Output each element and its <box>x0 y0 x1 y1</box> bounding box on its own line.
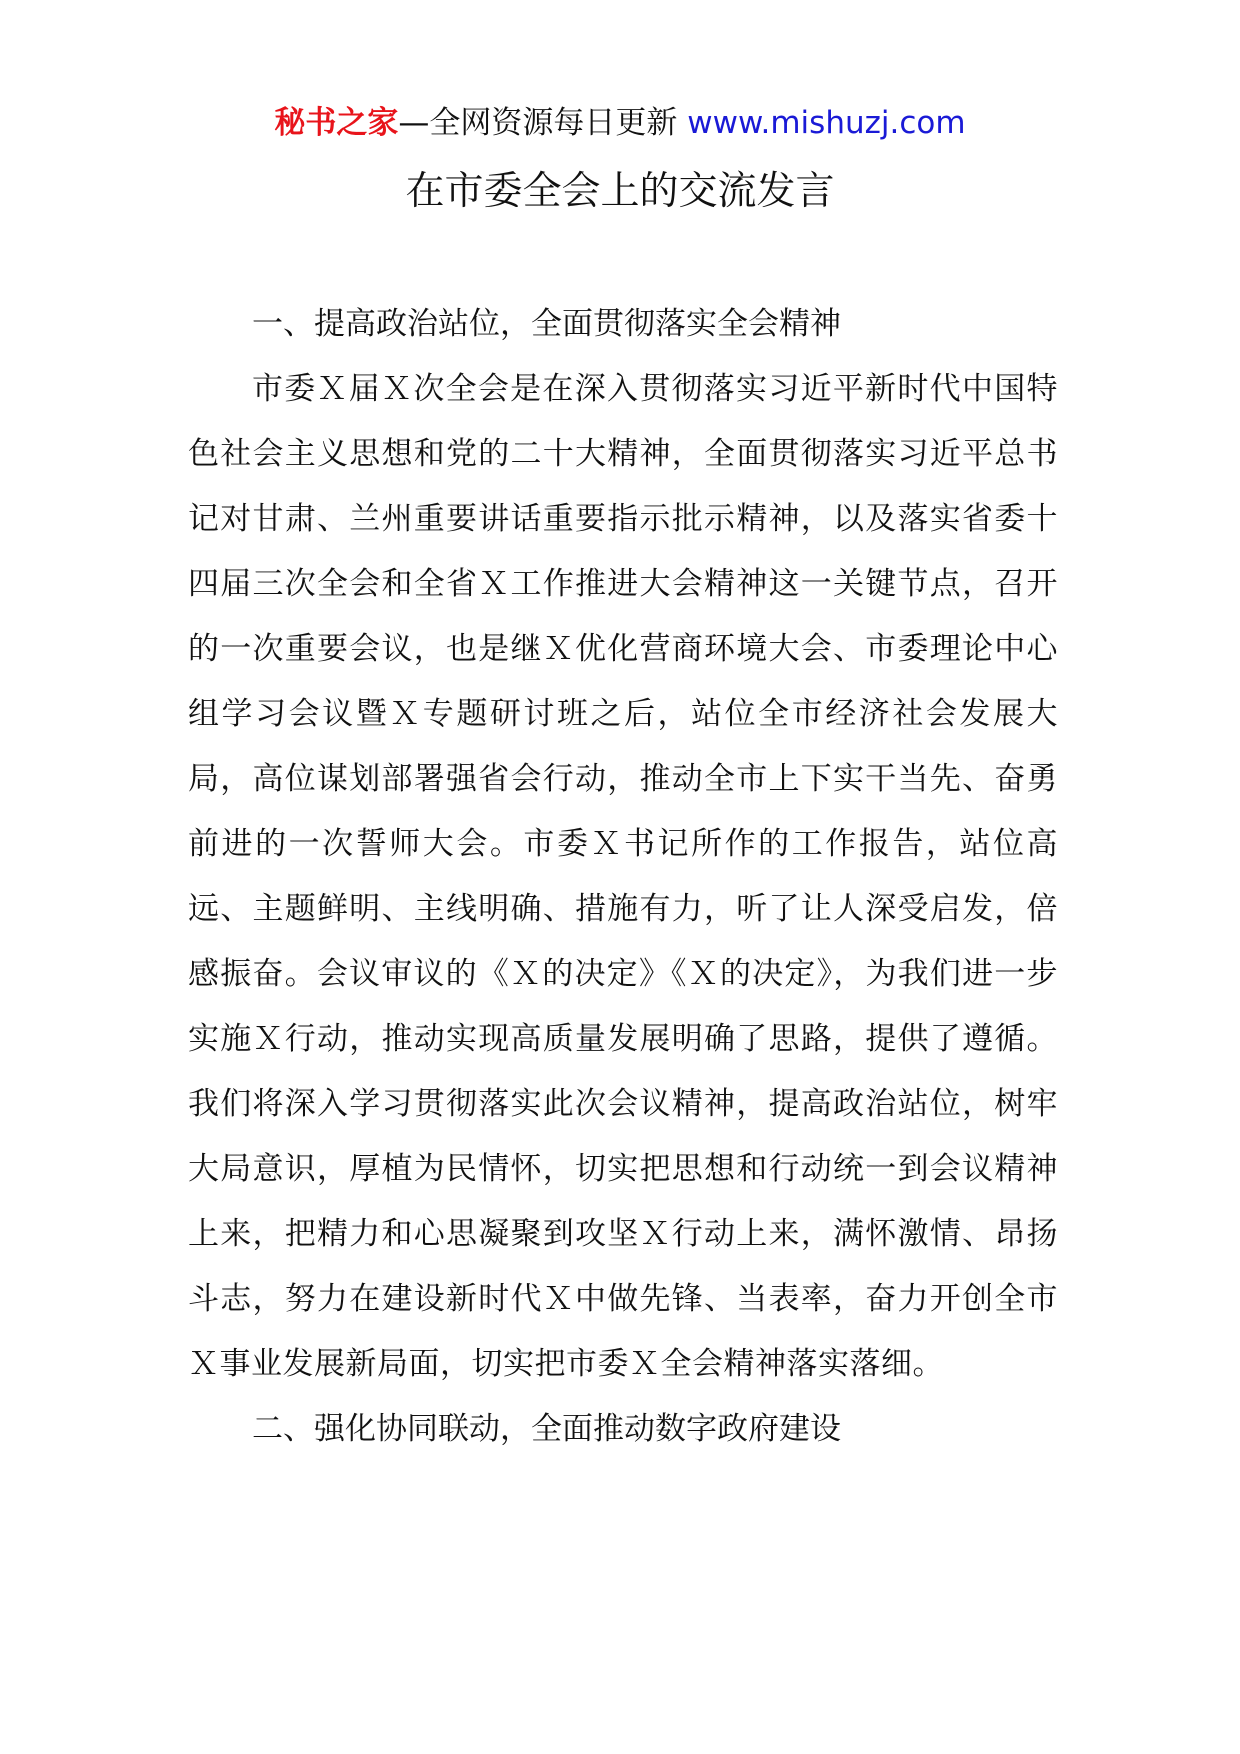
site-url-link[interactable]: www.mishuzj.com <box>687 105 966 141</box>
section-heading-2: 二、强化协同联动，全面推动数字政府建设 <box>252 1411 841 1447</box>
site-header <box>0 100 1240 146</box>
document-title: 在市委全会上的交流发言 <box>405 169 835 214</box>
site-tagline: —全网资源每日更新 <box>398 105 678 141</box>
section-heading-1: 一、提高政治站位，全面贯彻落实全会精神 <box>252 306 841 342</box>
body-paragraph-1: 市委Ｘ届Ｘ次全会是在深入贯彻落实习近平新时代中国特色社会主义思想和党的二十大精神，全面贯彻落实习近平总书记对甘肃、兰州重要讲话重要指示批示精神，以及落实省委十四届三次全会和全省Ｘ工作推进大会精神这一关键节点，召开的一次重要会议，也是继Ｘ优化营商环境大会、市委理论中心组学习会议暨Ｘ专题研讨班之后，站位全市经济社会发展大局，高位谋划部署强省会行动，推动全市上下实干当先、奋勇前进的一次誓师大会。市委Ｘ书记所作的工作报告，站位高远、主题鲜明、主线明确、措施有力，听了让人深受启发，倍感振奋。会议审议的《Ｘ的决定》《Ｘ的决定》，为我们进一步实施Ｘ行动，推动实现高质量发展明确了思路，提供了遵循。我们将深入学习贯彻落实此次会议精神，提高政治站位，树牢大局意识，厚植为民情怀，切实把思想和行动统一到会议精神上来，把精力和心思凝聚到攻坚Ｘ行动上来，满怀激情、昂扬斗志，努力在建设新时代Ｘ中做先锋、当表率，奋力开创全市Ｘ事业发展新局面，切实把市委Ｘ全会精神落实落细。 <box>188 371 1058 1382</box>
brand-name: 秘书之家 <box>274 105 399 141</box>
document-body <box>188 292 1058 1462</box>
